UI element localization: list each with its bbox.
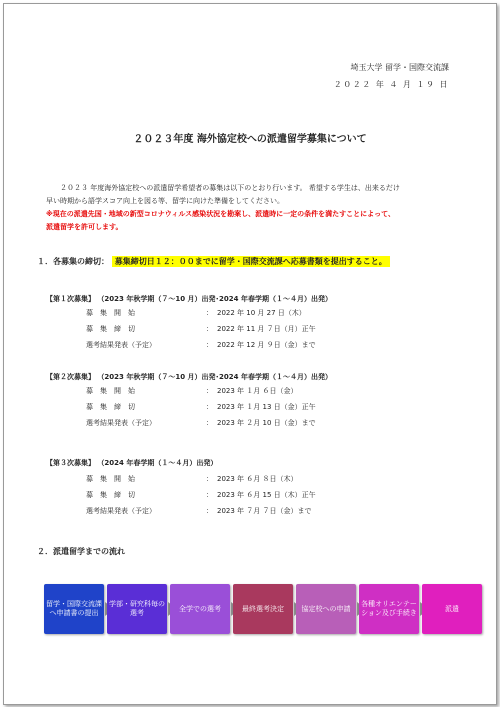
flow-step-6: 各種オリエンテーション及び手続き [359, 584, 419, 634]
row-label: 募 集 締 切 [86, 491, 135, 499]
organization-name: 埼玉大学 留学・国際交流課 [350, 63, 449, 72]
intro-paragraph [46, 182, 462, 234]
section-1-title: １．各募集の締切： [37, 257, 109, 266]
document-page [3, 3, 497, 705]
row-label: 募 集 開 始 [86, 475, 135, 483]
row-label: 募 集 開 始 [86, 387, 135, 395]
row-value: 2022 年 10 月 27 日（木） [217, 309, 306, 317]
deadline-highlight: 募集締切日１２：００までに留学・国際交流課へ応募書類を提出すること。 [112, 256, 390, 267]
round-1-row-result: 選考結果発表（予定） ： 2022 年 12 月 ９日（金）まで [86, 341, 316, 349]
round-2-row-deadline: 募 集 締 切 ： 2023 年 １月 13 日（金）正午 [86, 403, 316, 411]
row-value: 2022 年 11 月 ７日（月）正午 [217, 325, 316, 333]
flow-step-4: 最終選考決定 [233, 584, 293, 634]
round-1-row-start: 募 集 開 始 ： 2022 年 10 月 27 日（木） [86, 309, 306, 317]
row-value: 2022 年 12 月 ９日（金）まで [217, 341, 316, 349]
intro-line-2: 早い時期から語学スコア向上を図る等、留学に向けた準備をしてください。 [46, 197, 284, 205]
flow-step-5: 協定校への申請 [296, 584, 356, 634]
row-value: 2023 年 ６月 15 日（木）正午 [217, 491, 316, 499]
round-1-row-deadline: 募 集 締 切 ： 2022 年 11 月 ７日（月）正午 [86, 325, 316, 333]
flow-step-1: 留学・国際交流課へ申請書の提出 [44, 584, 104, 634]
intro-line-1: ２０２３ 年度海外協定校への派遣留学希望者の募集は以下のとおり行います。 希望する学生は、出来るだけ [60, 184, 400, 192]
row-value: 2023 年 ７月 ７日（金）まで [217, 507, 312, 515]
flow-step-2: 学部・研究科毎の選考 [107, 584, 167, 634]
round-2-row-start: 募 集 開 始 ： 2023 年 １月 ６日（金） [86, 387, 298, 395]
flow-step-7: 派遣 [422, 584, 482, 634]
row-label: 選考結果発表（予定） [86, 341, 156, 349]
row-value: 2023 年 １月 ６日（金） [217, 387, 298, 395]
row-label: 募 集 締 切 [86, 325, 135, 333]
section-1-heading [37, 256, 390, 267]
row-label: 選考結果発表（予定） [86, 419, 156, 427]
page-title: ２０２３年度 海外協定校への派遣留学募集について [133, 134, 367, 145]
flow-step-3: 全学での選考 [170, 584, 230, 634]
round-3-heading: 【第３次募集】 （2024 年春学期（１～４月）出発） [46, 459, 218, 467]
round-1-heading: 【第１次募集】 （2023 年秋学期（７～10 月）出発･2024 年春学期（１～４月）出発） [46, 295, 332, 303]
row-label: 募 集 開 始 [86, 309, 135, 317]
round-3-row-deadline: 募 集 締 切 ： 2023 年 ６月 15 日（木）正午 [86, 491, 316, 499]
warning-line-2: 派遣留学を許可します。 [46, 223, 123, 231]
round-2-heading: 【第２次募集】 （2023 年秋学期（７～10 月）出発･2024 年春学期（１～４月）出発） [46, 373, 332, 381]
round-2-row-result: 選考結果発表（予定） ： 2023 年 ２月 10 日（金）まで [86, 419, 316, 427]
round-3-row-start: 募 集 開 始 ： 2023 年 ６月 ８日（木） [86, 475, 298, 483]
row-value: 2023 年 ６月 ８日（木） [217, 475, 298, 483]
warning-line-1: ※現在の派遣先国・地域の新型コロナウィルス感染状況を勘案し、派遣時に一定の条件を満たすことによって、 [46, 210, 396, 218]
row-value: 2023 年 １月 13 日（金）正午 [217, 403, 316, 411]
issue-date: ２０２２ 年 ４ 月 １９ 日 [333, 80, 449, 89]
round-3-row-result: 選考結果発表（予定） ： 2023 年 ７月 ７日（金）まで [86, 507, 312, 515]
section-2-heading: ２．派遣留学までの流れ [37, 547, 125, 556]
row-label: 選考結果発表（予定） [86, 507, 156, 515]
row-label: 募 集 締 切 [86, 403, 135, 411]
row-value: 2023 年 ２月 10 日（金）まで [217, 419, 316, 427]
